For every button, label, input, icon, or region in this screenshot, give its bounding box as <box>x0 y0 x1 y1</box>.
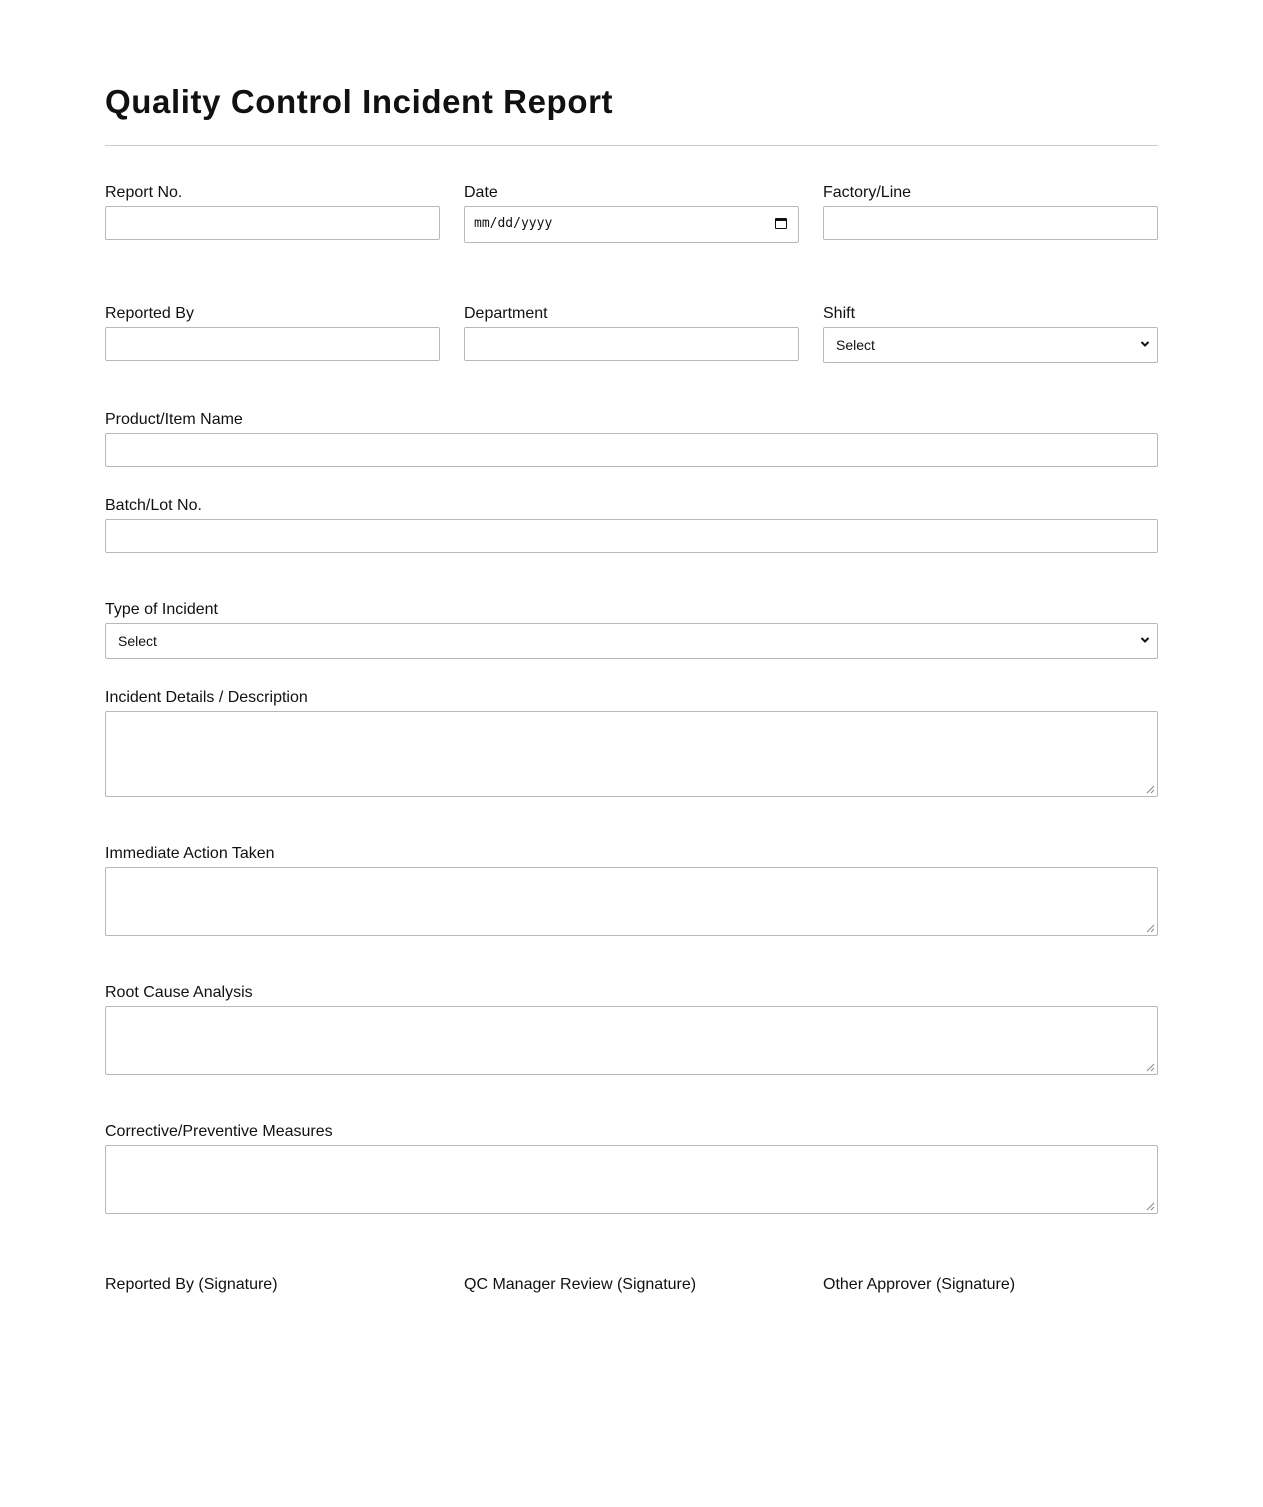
resize-grip-icon[interactable] <box>1146 924 1155 933</box>
incident-type-select[interactable] <box>105 623 1158 659</box>
batch-lot-input[interactable] <box>105 519 1158 553</box>
shift-selected-value: Select <box>836 337 875 353</box>
page-title: Quality Control Incident Report <box>105 83 614 120</box>
factory-line-label: Factory/Line <box>823 184 912 201</box>
corrective-measures-textarea[interactable] <box>105 1145 1158 1214</box>
reported-by-label: Reported By <box>105 305 194 322</box>
qc-manager-signature-label: QC Manager Review (Signature) <box>464 1276 697 1293</box>
root-cause-textarea[interactable] <box>105 1006 1158 1075</box>
immediate-action-textarea[interactable] <box>105 867 1158 936</box>
chevron-down-icon <box>1140 636 1150 644</box>
calendar-icon[interactable] <box>775 218 787 229</box>
incident-type-label: Type of Incident <box>105 601 218 618</box>
department-label: Department <box>464 305 548 322</box>
title-divider <box>105 145 1158 146</box>
corrective-measures-label: Corrective/Preventive Measures <box>105 1123 333 1140</box>
resize-grip-icon[interactable] <box>1146 1063 1155 1072</box>
reported-by-input[interactable] <box>105 327 440 361</box>
product-name-label: Product/Item Name <box>105 411 243 428</box>
report-no-label: Report No. <box>105 184 183 201</box>
incident-type-selected-value: Select <box>118 633 157 649</box>
report-no-input[interactable] <box>105 206 440 240</box>
reported-by-signature-label: Reported By (Signature) <box>105 1276 278 1293</box>
date-placeholder: mm/dd/yyyy <box>474 216 553 231</box>
immediate-action-label: Immediate Action Taken <box>105 845 275 862</box>
batch-lot-label: Batch/Lot No. <box>105 497 202 514</box>
shift-select[interactable] <box>823 327 1158 363</box>
product-name-input[interactable] <box>105 433 1158 467</box>
factory-line-input[interactable] <box>823 206 1158 240</box>
chevron-down-icon <box>1140 340 1150 348</box>
department-input[interactable] <box>464 327 799 361</box>
date-label: Date <box>464 184 498 201</box>
resize-grip-icon[interactable] <box>1146 785 1155 794</box>
incident-details-textarea[interactable] <box>105 711 1158 797</box>
shift-label: Shift <box>823 305 856 322</box>
incident-details-label: Incident Details / Description <box>105 689 308 706</box>
other-approver-signature-label: Other Approver (Signature) <box>823 1276 1016 1293</box>
root-cause-label: Root Cause Analysis <box>105 984 253 1001</box>
date-input[interactable] <box>464 206 799 243</box>
resize-grip-icon[interactable] <box>1146 1202 1155 1211</box>
